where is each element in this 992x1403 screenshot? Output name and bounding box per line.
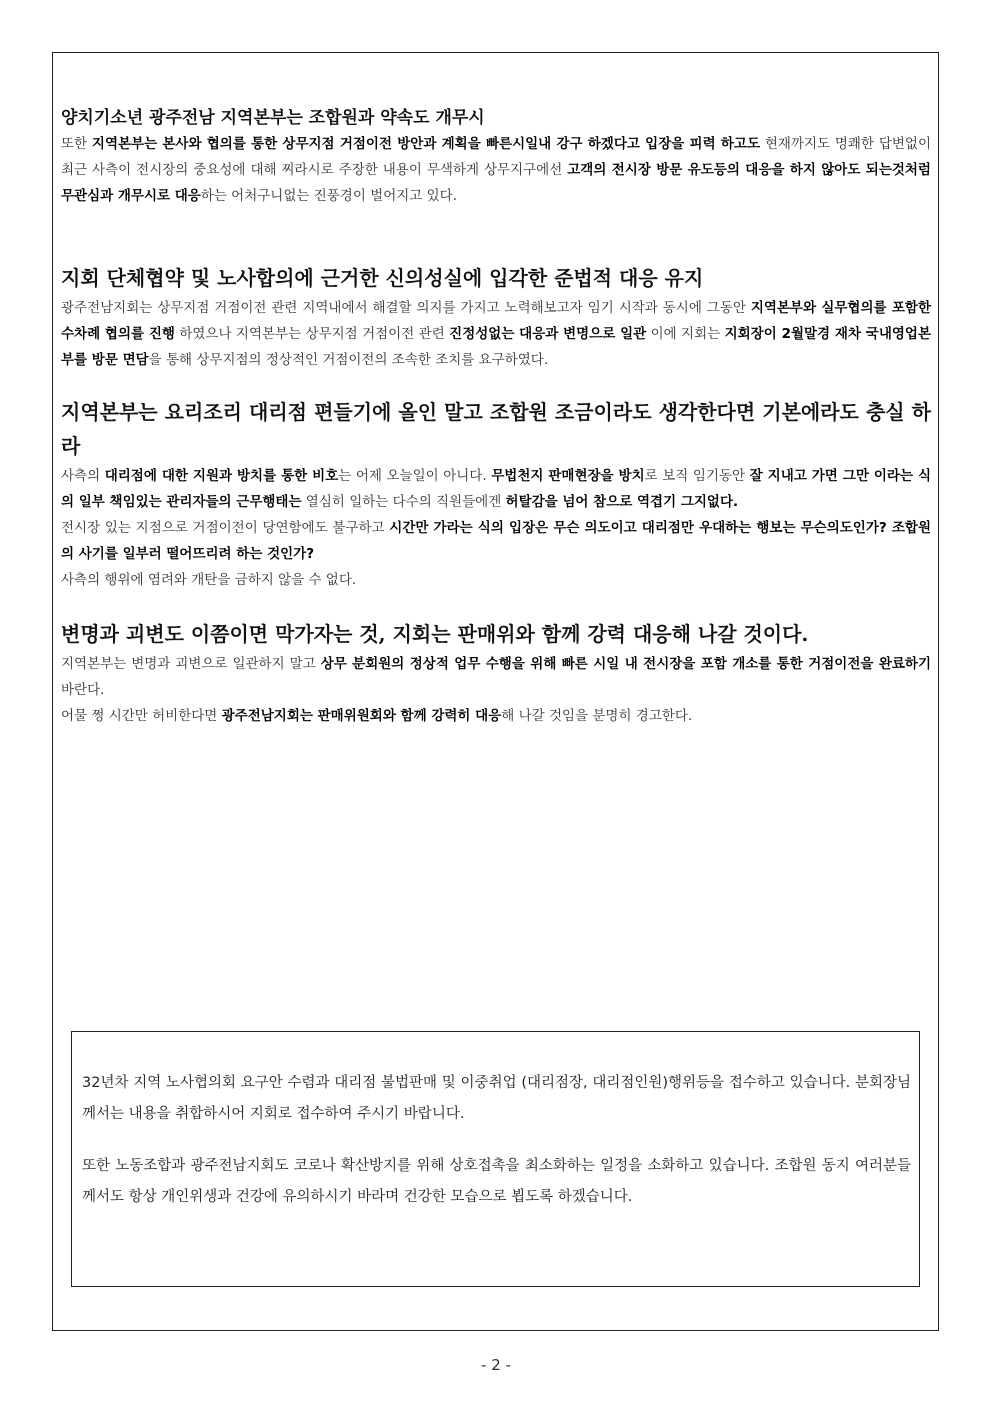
notice-box: [71, 1031, 920, 1287]
notice-paragraph-2: 또한 노동조합과 광주전남지회도 코로나 확산방지를 위해 상호접촉을 최소화하는 일정을 소화하고 있습니다. 조합원 동지 여러분들께서도 항상 개인위생과 건강에 유의하시기 바라며 건강한 모습으로 뵙도록 하겠습니다.: [82, 1158, 911, 1205]
run: 이에 지회는: [646, 326, 725, 342]
run: 사측의 행위에 염려와 개탄을 금하지 않을 수 없다.: [61, 572, 357, 588]
page-number: - 2 -: [481, 1356, 511, 1374]
emphasis-run: 잘 지내고 가면 그만 이라는 식의 일부 책임있는 관리자들의 근무행태는: [61, 468, 932, 510]
section-1-heading: 양치기소년 광주전남 지역본부는 조합원과 약속도 개무시: [61, 108, 485, 128]
section-4-paragraph-1: [61, 651, 931, 703]
article-body: [61, 105, 931, 729]
emphasis-run: 시간만 가라는 식의 입장은 무슨 의도이고 대리점만 우대하는 행보는 무슨의도인가? 조합원의 사기를 일부러 떨어뜨리려 하는 것인가?: [61, 520, 931, 562]
section-4: [61, 617, 931, 729]
run: 사측의: [61, 468, 105, 484]
emphasis-run: 지역본부는 본사와 협의를 통한 상무지점 거점이전 방안과 계획을 빠른시일내 강구 하겠다고 입장을 피력 하고도: [91, 136, 760, 152]
run: 로 보직 임기동안: [644, 468, 750, 484]
emphasis-run: 광주전남지회는 판매위원회와 함께 강력히 대응: [221, 708, 502, 724]
notice-paragraph-1: 32년차 지역 노사협의회 요구안 수렴과 대리점 불법판매 및 이중취업 (대리점장, 대리점인원)행위등을 접수하고 있습니다. 분회장님께서는 내용을 취합하시어 지회로 접수하여 주시기 바랍니다.: [82, 1075, 911, 1122]
section-3-paragraph-3: [61, 567, 931, 593]
run: 을 통해 상무지점의 정상적인 거점이전의 조속한 조치를 요구하였다.: [148, 352, 549, 368]
section-3: [61, 395, 931, 593]
section-4-paragraph-2: [61, 703, 931, 729]
emphasis-run: 진정성없는 대응과 변명으로 일관: [449, 326, 647, 342]
run: 해 나갈 것임을 분명히 경고한다.: [501, 708, 693, 724]
run: 광주전남지회는 상무지점 거점이전 관련 지역내에서 해결할 의지를 가지고 노력해보고자 임기 시작과 동시에 그동안: [61, 300, 751, 316]
emphasis-run: 상무 분회원의 정상적 업무 수행을 위해 빠른 시일 내 전시장을 포함 개소를 통한 거점이전을 완료하기: [320, 656, 931, 672]
run: 전시장 있는 지점으로 거점이전이 당연함에도 불구하고: [61, 520, 390, 536]
run: 현재까지도 명쾌한 답변없이 최근 사측이 전시장의 중요성에 대해 찌라시로 주장한 내용이 무색하게 상무지구에선: [61, 136, 932, 178]
section-1-paragraph: [61, 131, 931, 209]
section-4-heading: 변명과 괴변도 이쯤이면 막가자는 것, 지회는 판매위와 함께 강력 대응해 나갈 것이다.: [61, 622, 809, 646]
run: 하였으나 지역본부는 상무지점 거점이전 관련: [174, 326, 450, 342]
emphasis-run: 지회장이 2월말경 재차 국내영업본부를 방문 면담: [61, 326, 931, 368]
emphasis-run: 지역본부와 실무협의를 포함한 수차례 협의를 진행: [61, 300, 931, 342]
emphasis-run: 허탈감을 넘어 참으로 역겹기 그지없다.: [505, 494, 739, 510]
run: 지역본부는 변명과 괴변으로 일관하지 말고: [61, 656, 321, 672]
section-1: [61, 105, 931, 209]
section-2-paragraph: [61, 295, 931, 373]
section-2: [61, 261, 931, 373]
run: 하는 어처구니없는 진풍경이 벌어지고 있다.: [200, 188, 458, 204]
emphasis-run: 무법천지 판매현장을 방치: [491, 468, 645, 484]
run: 어물 쩡 시간만 허비한다면: [61, 708, 222, 724]
run: 열심히 일하는 다수의 직원들에겐: [301, 494, 506, 510]
emphasis-run: 대리점에 대한 지원과 방치를 통한 비호: [104, 468, 339, 484]
section-3-paragraph-2: [61, 515, 931, 567]
run: 는 어제 오늘일이 아니다.: [338, 468, 492, 484]
emphasis-run: 고객의 전시장 방문 유도등의 대응을 하지 않아도 되는것처럼 무관심과 개무시로 대응: [61, 162, 931, 204]
run: 또한: [61, 136, 92, 152]
section-2-heading: 지회 단체협약 및 노사합의에 근거한 신의성실에 입각한 준법적 대응 유지: [61, 266, 704, 290]
page-frame: [52, 52, 939, 1331]
section-3-heading: 지역본부는 요리조리 대리점 편들기에 올인 말고 조합원 조금이라도 생각한다면 기본에라도 충실 하라: [61, 400, 931, 458]
section-3-paragraph-1: [61, 463, 931, 515]
run: 바란다.: [61, 682, 105, 698]
